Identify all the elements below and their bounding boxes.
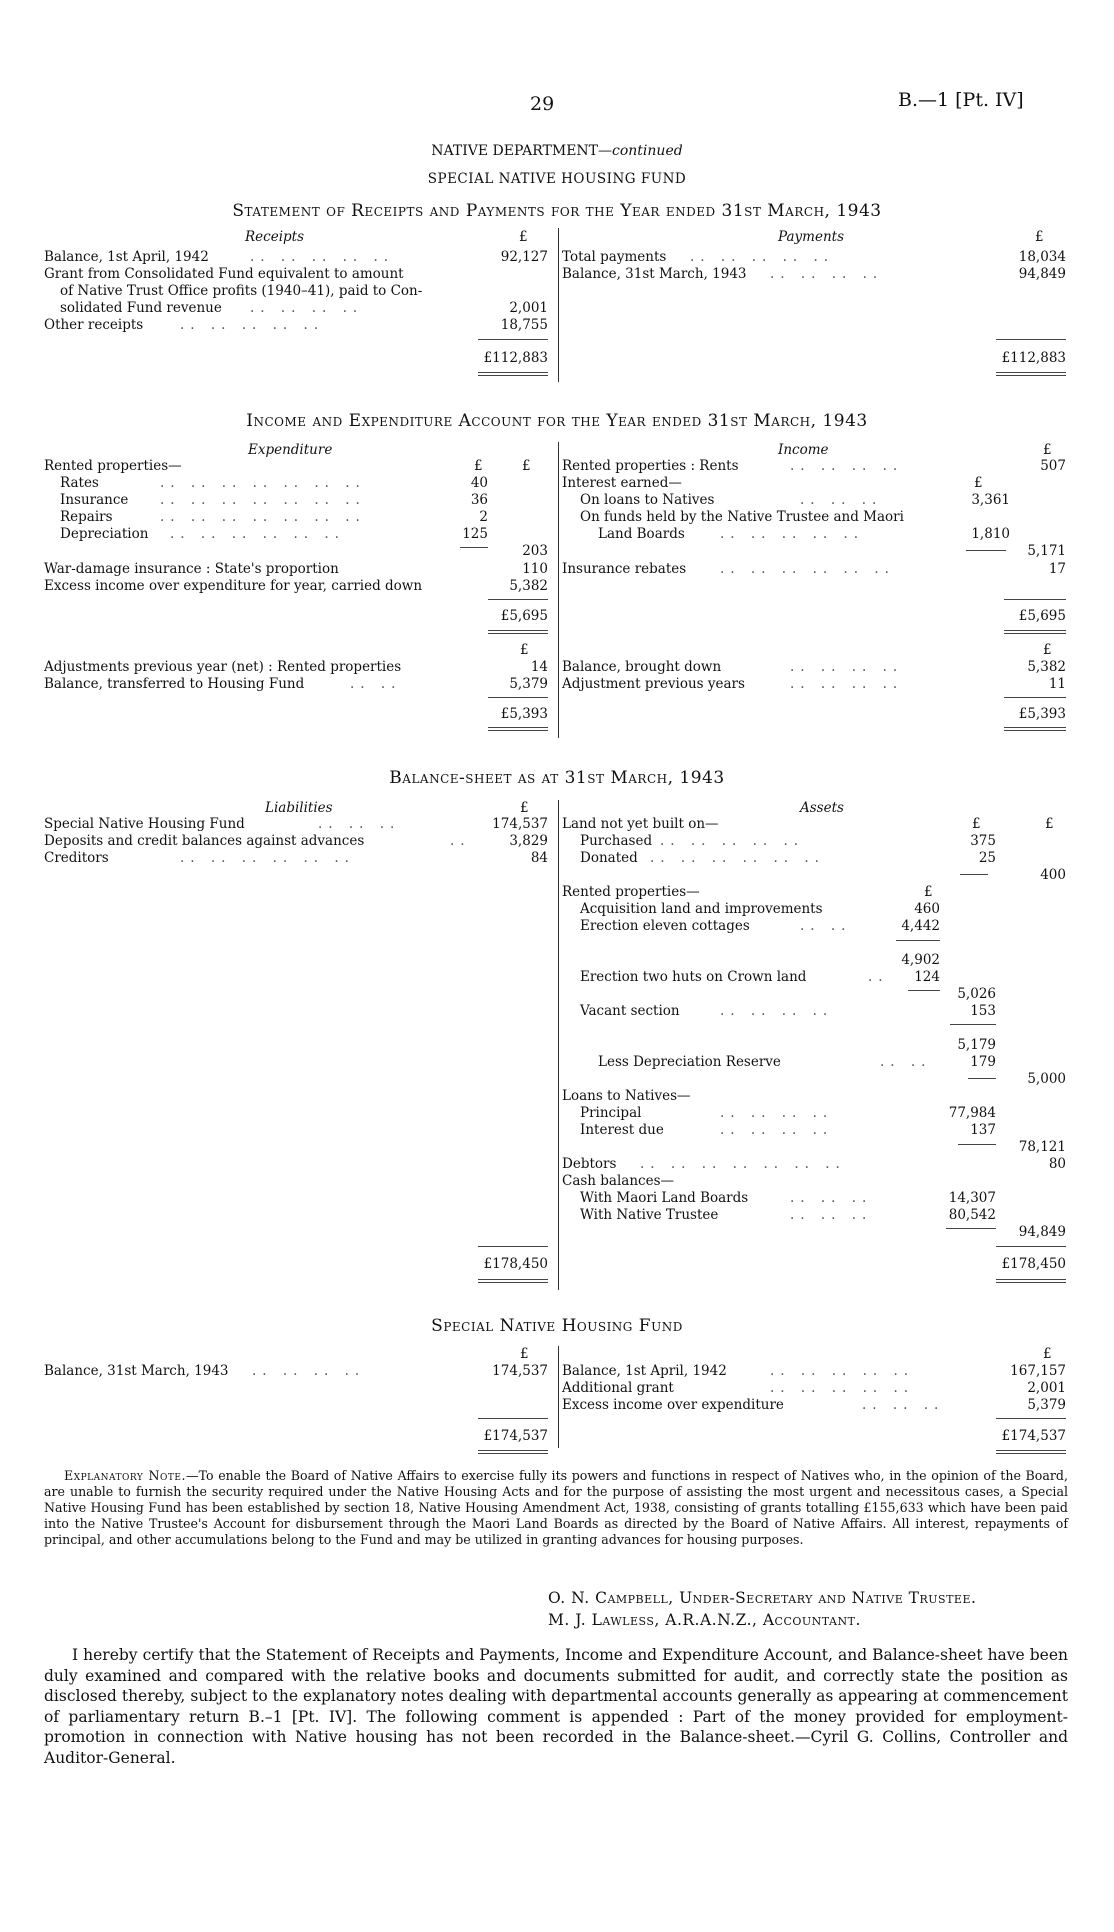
asset-label: With Native Trustee [580, 1207, 719, 1223]
fund-value: 167,157 [1010, 1363, 1066, 1379]
receipt-row-label: of Native Trust Office profits (1940–41), paid to Con- [60, 283, 423, 299]
liability-label: Deposits and credit balances against advances [44, 833, 365, 849]
asset-value: 4,442 [901, 918, 940, 934]
income-total: £5,695 [1018, 608, 1066, 624]
adjustment-label: Adjustment previous years [562, 676, 745, 692]
adjustment-label: Balance, transferred to Housing Fund [44, 676, 305, 692]
fund-label: Balance, 31st March, 1943 [44, 1363, 229, 1379]
asset-section-label: Land not yet built on— [562, 816, 719, 832]
currency-symbol: £ [520, 800, 529, 816]
income-value: 1,810 [971, 526, 1010, 542]
receipt-row-label: Grant from Consolidated Fund equivalent to amount [44, 266, 404, 282]
asset-section-label: Cash balances— [562, 1173, 675, 1189]
audit-certificate: I hereby certify that the Statement of Receipts and Payments, Income and Expenditure Account, and Balance-sheet have been duly examined and compared with the relative books and documents submitted for audit, and correctly state the position as disclosed thereby, subject to the explanatory notes dealing with departmental accounts generally as appearing at commencement of parliamentary return B.–1 [Pt. IV]. The following comment is appended : Part of the money provided for employment-promotion in connection with Native housing has not been recorded in the Balance-sheet.—Cyril G. Collins, Controller and Auditor-General. [44, 1646, 1068, 1767]
asset-value: 80 [1048, 1156, 1066, 1172]
note-body: —To enable the Board of Native Affairs to exercise fully its powers and functions in respect of Natives who, in the opinion of the Board, are unable to furnish the security required under the Native Housing Acts and for the purpose of assisting the most urgent and necessitous cases, a Special Native Housing Fund has been established by section 18, Native Housing Amendment Act, 1938, consisting of grants totalling £155,633 which have been paid into the Native Trustee's Account for disbursement through the Maori Land Boards as directed by the Board of Native Affairs. All interest, repayments of principal, and other accumulations belong to the Fund and may be utilized in granting advances for housing purposes. [44, 1468, 1068, 1547]
document-reference: B.—1 [Pt. IV] [898, 89, 1024, 111]
currency-symbol: £ [474, 458, 483, 474]
expense-value: 110 [522, 561, 548, 577]
liability-value: 84 [530, 850, 548, 866]
income-label: On funds held by the Native Trustee and Maori [580, 509, 904, 525]
asset-label: Less Depreciation Reserve [598, 1054, 781, 1070]
adjustment-total: £5,393 [1018, 706, 1066, 722]
asset-label: Donated [580, 850, 638, 866]
expense-subtotal: 203 [522, 543, 548, 559]
asset-value: 179 [970, 1054, 996, 1070]
column-divider [558, 442, 559, 738]
payments-total: £112,883 [1001, 350, 1066, 366]
note-lead: Explanatory Note. [64, 1468, 186, 1483]
asset-label: With Maori Land Boards [580, 1190, 749, 1206]
income-value: 3,361 [971, 492, 1010, 508]
income-heading: Income [778, 442, 829, 458]
asset-section-label: Loans to Natives— [562, 1088, 691, 1104]
expense-label: War-damage insurance : State's proportion [44, 561, 339, 577]
assets-total: £178,450 [1001, 1256, 1066, 1272]
expense-value: 36 [470, 492, 488, 508]
expenditure-total: £5,695 [500, 608, 548, 624]
fund-account-title: Special Native Housing Fund [431, 1316, 683, 1336]
asset-label: Erection two huts on Crown land [580, 969, 807, 985]
asset-value: 80,542 [948, 1207, 996, 1223]
payments-heading: Payments [778, 229, 844, 245]
expense-value: 40 [470, 475, 488, 491]
liability-label: Special Native Housing Fund [44, 816, 245, 832]
income-value: 507 [1040, 458, 1066, 474]
explanatory-note [44, 1468, 1068, 1548]
liability-value: 174,537 [492, 816, 548, 832]
liability-value: 3,829 [509, 833, 548, 849]
income-value: 17 [1048, 561, 1066, 577]
expense-label: Rates [60, 475, 99, 491]
fund-label: Additional grant [562, 1380, 674, 1396]
fund-total: £174,537 [483, 1428, 548, 1444]
asset-subtotal: 94,849 [1018, 1224, 1066, 1240]
currency-symbol: £ [1043, 442, 1052, 458]
currency-symbol: £ [924, 884, 933, 900]
payment-row-value: 18,034 [1018, 249, 1066, 265]
fund-title: SPECIAL NATIVE HOUSING FUND [427, 171, 687, 187]
currency-symbol: £ [1035, 229, 1044, 245]
asset-label: Erection eleven cottages [580, 918, 750, 934]
receipt-row-label: Other receipts [44, 317, 144, 333]
receipts-total: £112,883 [483, 350, 548, 366]
expense-label: Repairs [60, 509, 113, 525]
asset-subtotal: 400 [1040, 867, 1066, 883]
receipt-row-value: 18,755 [500, 317, 548, 333]
currency-symbol: £ [1043, 1346, 1052, 1362]
asset-subtotal: 78,121 [1018, 1139, 1066, 1155]
asset-value: 25 [978, 850, 996, 866]
currency-symbol: £ [520, 1346, 529, 1362]
currency-symbol: £ [519, 229, 528, 245]
signature-line: O. N. Campbell, Under-Secretary and Native Trustee. [548, 1589, 977, 1607]
expense-label: Insurance [60, 492, 129, 508]
income-label: On loans to Natives [580, 492, 715, 508]
asset-value: 124 [914, 969, 940, 985]
fund-value: 174,537 [492, 1363, 548, 1379]
asset-value: 137 [970, 1122, 996, 1138]
currency-symbol: £ [522, 458, 531, 474]
adjustment-value: 5,382 [1027, 659, 1066, 675]
asset-value: 460 [914, 901, 940, 917]
adjustment-label: Adjustments previous year (net) : Rented properties [44, 659, 402, 675]
payment-row-value: 94,849 [1018, 266, 1066, 282]
currency-symbol: £ [972, 816, 981, 832]
liabilities-heading: Liabilities [265, 800, 333, 816]
adjustment-label: Balance, brought down [562, 659, 722, 675]
expense-value: 125 [462, 526, 488, 542]
asset-subtotal: 5,026 [957, 986, 996, 1002]
asset-label: Interest due [580, 1122, 664, 1138]
assets-heading: Assets [800, 800, 844, 816]
fund-label: Balance, 1st April, 1942 [562, 1363, 727, 1379]
receipt-row-label: solidated Fund revenue [60, 300, 222, 316]
asset-label: Principal [580, 1105, 642, 1121]
income-title: Income and Expenditure Account for the Year ended 31st March, 1943 [246, 411, 868, 431]
asset-section-label: Rented properties— [562, 884, 700, 900]
currency-symbol: £ [974, 475, 983, 491]
department-title: NATIVE DEPARTMENT—continued [431, 143, 683, 159]
asset-subtotal: 4,902 [901, 952, 940, 968]
asset-value: 153 [970, 1003, 996, 1019]
adjustment-total: £5,393 [500, 706, 548, 722]
section-label: Rented properties— [44, 458, 182, 474]
page-number: 29 [530, 93, 555, 115]
income-label: Insurance rebates [562, 561, 687, 577]
income-subtotal: 5,171 [1027, 543, 1066, 559]
receipts-heading: Receipts [245, 229, 305, 245]
expense-label: Excess income over expenditure for year, carried down [44, 578, 423, 594]
asset-label: Vacant section [580, 1003, 680, 1019]
asset-label: Purchased [580, 833, 653, 849]
asset-subtotal: 5,179 [957, 1037, 996, 1053]
expense-label: Depreciation [60, 526, 149, 542]
liability-label: Creditors [44, 850, 109, 866]
currency-symbol: £ [1045, 816, 1054, 832]
column-divider [558, 228, 559, 382]
fund-value: 2,001 [1027, 1380, 1066, 1396]
currency-symbol: £ [1043, 642, 1052, 658]
fund-total: £174,537 [1001, 1428, 1066, 1444]
receipt-row-value: 92,127 [500, 249, 548, 265]
asset-value: 375 [970, 833, 996, 849]
column-divider [558, 800, 559, 1290]
fund-value: 5,379 [1027, 1397, 1066, 1413]
column-divider [558, 1346, 559, 1448]
income-label: Rented properties : Rents [562, 458, 739, 474]
income-label: Land Boards [598, 526, 685, 542]
asset-label: Acquisition land and improvements [580, 901, 823, 917]
asset-label: Debtors [562, 1156, 617, 1172]
expense-value: 5,382 [509, 578, 548, 594]
liabilities-total: £178,450 [483, 1256, 548, 1272]
currency-symbol: £ [520, 642, 529, 658]
adjustment-value: 14 [530, 659, 548, 675]
payment-row-label: Balance, 31st March, 1943 [562, 266, 747, 282]
adjustment-value: 11 [1048, 676, 1066, 692]
asset-subtotal: 5,000 [1027, 1071, 1066, 1087]
balance-sheet-title: Balance-sheet as at 31st March, 1943 [389, 768, 725, 788]
expenditure-heading: Expenditure [248, 442, 333, 458]
asset-value: 14,307 [948, 1190, 996, 1206]
receipts-title: Statement of Receipts and Payments for the Year ended 31st March, 1943 [232, 201, 882, 221]
receipt-row-value: 2,001 [509, 300, 548, 316]
adjustment-value: 5,379 [509, 676, 548, 692]
receipt-row-label: Balance, 1st April, 1942 [44, 249, 209, 265]
signature-line: M. J. Lawless, A.R.A.N.Z., Accountant. [548, 1611, 861, 1629]
payment-row-label: Total payments [562, 249, 667, 265]
section-label: Interest earned— [562, 475, 682, 491]
expense-value: 2 [479, 509, 488, 525]
fund-label: Excess income over expenditure [562, 1397, 784, 1413]
asset-value: 77,984 [948, 1105, 996, 1121]
